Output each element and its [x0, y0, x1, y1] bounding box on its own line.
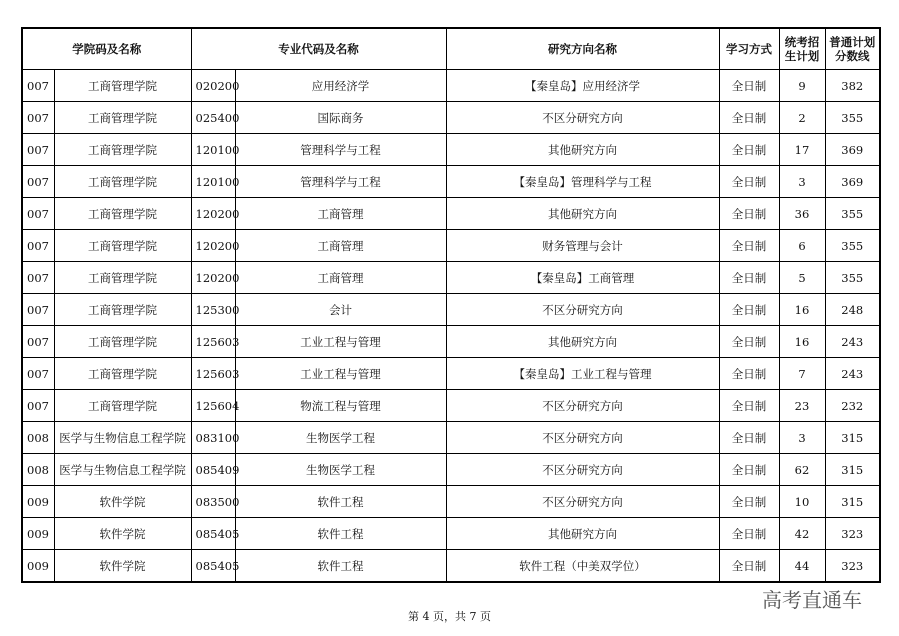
cell-score: 315	[825, 454, 880, 486]
cell-direction: 软件工程（中美双学位）	[446, 550, 719, 583]
cell-direction: 不区分研究方向	[446, 294, 719, 326]
cell-college-name: 工商管理学院	[54, 70, 191, 102]
cell-major-code: 125604	[191, 390, 235, 422]
header-score: 普通计划分数线	[825, 28, 880, 70]
cell-plan: 9	[779, 70, 825, 102]
cell-college-code: 008	[22, 422, 54, 454]
cell-college-name: 工商管理学院	[54, 134, 191, 166]
cell-score: 355	[825, 102, 880, 134]
table-row	[22, 550, 880, 583]
cell-college-name: 工商管理学院	[54, 294, 191, 326]
cell-mode: 全日制	[719, 262, 779, 294]
cell-plan: 6	[779, 230, 825, 262]
cell-score: 323	[825, 550, 880, 583]
table-row	[22, 294, 880, 326]
cell-major-code: 085405	[191, 518, 235, 550]
cell-major-name: 会计	[235, 294, 446, 326]
cell-plan: 36	[779, 198, 825, 230]
table-row	[22, 486, 880, 518]
header-row	[22, 28, 880, 70]
cell-score: 369	[825, 166, 880, 198]
cell-direction: 其他研究方向	[446, 134, 719, 166]
cell-mode: 全日制	[719, 198, 779, 230]
cell-score: 355	[825, 262, 880, 294]
cell-direction: 其他研究方向	[446, 198, 719, 230]
cell-direction: 其他研究方向	[446, 326, 719, 358]
cell-major-code: 025400	[191, 102, 235, 134]
cell-college-name: 工商管理学院	[54, 230, 191, 262]
header-plan: 统考招生计划	[779, 28, 825, 70]
cell-college-name: 软件学院	[54, 486, 191, 518]
cell-score: 323	[825, 518, 880, 550]
cell-college-name: 工商管理学院	[54, 198, 191, 230]
table-row	[22, 390, 880, 422]
cell-major-code: 120200	[191, 198, 235, 230]
cell-mode: 全日制	[719, 102, 779, 134]
cell-college-code: 009	[22, 486, 54, 518]
cell-college-code: 007	[22, 102, 54, 134]
cell-college-name: 工商管理学院	[54, 358, 191, 390]
table-row	[22, 70, 880, 102]
cell-college-name: 工商管理学院	[54, 166, 191, 198]
cell-college-code: 007	[22, 166, 54, 198]
cell-major-name: 工业工程与管理	[235, 358, 446, 390]
cell-plan: 2	[779, 102, 825, 134]
cell-mode: 全日制	[719, 134, 779, 166]
cell-plan: 62	[779, 454, 825, 486]
cell-major-name: 软件工程	[235, 486, 446, 518]
cell-mode: 全日制	[719, 358, 779, 390]
cell-score: 232	[825, 390, 880, 422]
cell-major-name: 应用经济学	[235, 70, 446, 102]
cell-mode: 全日制	[719, 166, 779, 198]
cell-major-code: 083500	[191, 486, 235, 518]
cell-college-name: 医学与生物信息工程学院	[54, 454, 191, 486]
cell-major-name: 工商管理	[235, 198, 446, 230]
cell-major-name: 管理科学与工程	[235, 134, 446, 166]
header-major: 专业代码及名称	[191, 28, 446, 70]
cell-major-name: 管理科学与工程	[235, 166, 446, 198]
cell-direction: 【秦皇岛】管理科学与工程	[446, 166, 719, 198]
cell-major-name: 工业工程与管理	[235, 326, 446, 358]
cell-direction: 财务管理与会计	[446, 230, 719, 262]
cell-major-code: 120100	[191, 134, 235, 166]
cell-college-code: 007	[22, 198, 54, 230]
cell-mode: 全日制	[719, 390, 779, 422]
cell-mode: 全日制	[719, 230, 779, 262]
cell-college-code: 007	[22, 326, 54, 358]
cell-direction: 不区分研究方向	[446, 454, 719, 486]
cell-major-code: 120200	[191, 230, 235, 262]
cell-college-code: 007	[22, 262, 54, 294]
cell-score: 369	[825, 134, 880, 166]
cell-major-code: 085409	[191, 454, 235, 486]
cell-college-name: 医学与生物信息工程学院	[54, 422, 191, 454]
cell-mode: 全日制	[719, 294, 779, 326]
watermark: 高考直通车	[762, 588, 862, 612]
header-mode: 学习方式	[719, 28, 779, 70]
cell-mode: 全日制	[719, 326, 779, 358]
cell-plan: 7	[779, 358, 825, 390]
cell-score: 315	[825, 486, 880, 518]
cell-mode: 全日制	[719, 486, 779, 518]
cell-score: 248	[825, 294, 880, 326]
cell-college-code: 009	[22, 550, 54, 583]
cell-direction: 不区分研究方向	[446, 422, 719, 454]
header-college: 学院码及名称	[22, 28, 191, 70]
cell-college-code: 009	[22, 518, 54, 550]
table-body	[22, 70, 880, 583]
table-row	[22, 326, 880, 358]
cell-college-code: 007	[22, 134, 54, 166]
table-row	[22, 518, 880, 550]
cell-major-code: 083100	[191, 422, 235, 454]
cell-major-code: 120200	[191, 262, 235, 294]
table-row	[22, 230, 880, 262]
table-row	[22, 262, 880, 294]
table-row	[22, 166, 880, 198]
cell-college-name: 软件学院	[54, 518, 191, 550]
table-row	[22, 102, 880, 134]
cell-direction: 【秦皇岛】应用经济学	[446, 70, 719, 102]
cell-direction: 其他研究方向	[446, 518, 719, 550]
cell-major-name: 物流工程与管理	[235, 390, 446, 422]
cell-mode: 全日制	[719, 422, 779, 454]
cell-college-name: 工商管理学院	[54, 326, 191, 358]
cell-college-code: 007	[22, 390, 54, 422]
cell-plan: 16	[779, 294, 825, 326]
cell-score: 243	[825, 326, 880, 358]
cell-score: 355	[825, 198, 880, 230]
cell-direction: 不区分研究方向	[446, 486, 719, 518]
cell-plan: 44	[779, 550, 825, 583]
header-direction: 研究方向名称	[446, 28, 719, 70]
cell-mode: 全日制	[719, 70, 779, 102]
table-row	[22, 454, 880, 486]
cell-college-name: 工商管理学院	[54, 262, 191, 294]
cell-score: 382	[825, 70, 880, 102]
cell-college-code: 007	[22, 358, 54, 390]
cell-college-name: 工商管理学院	[54, 102, 191, 134]
cell-score: 315	[825, 422, 880, 454]
cell-score: 355	[825, 230, 880, 262]
cell-mode: 全日制	[719, 518, 779, 550]
cell-plan: 5	[779, 262, 825, 294]
cell-major-name: 国际商务	[235, 102, 446, 134]
cell-plan: 3	[779, 422, 825, 454]
cell-major-code: 125300	[191, 294, 235, 326]
cell-major-name: 工商管理	[235, 262, 446, 294]
cell-college-name: 工商管理学院	[54, 390, 191, 422]
cell-major-code: 085405	[191, 550, 235, 583]
cell-mode: 全日制	[719, 550, 779, 583]
cell-score: 243	[825, 358, 880, 390]
admission-table	[21, 27, 881, 583]
cell-major-name: 软件工程	[235, 550, 446, 583]
cell-major-code: 125603	[191, 358, 235, 390]
table-row	[22, 134, 880, 166]
cell-major-code: 120100	[191, 166, 235, 198]
cell-direction: 【秦皇岛】工业工程与管理	[446, 358, 719, 390]
cell-plan: 3	[779, 166, 825, 198]
cell-college-code: 007	[22, 70, 54, 102]
cell-college-code: 007	[22, 294, 54, 326]
cell-college-code: 007	[22, 230, 54, 262]
cell-plan: 17	[779, 134, 825, 166]
cell-direction: 【秦皇岛】工商管理	[446, 262, 719, 294]
cell-college-code: 008	[22, 454, 54, 486]
cell-major-name: 软件工程	[235, 518, 446, 550]
table-row	[22, 358, 880, 390]
cell-major-code: 020200	[191, 70, 235, 102]
cell-major-name: 生物医学工程	[235, 422, 446, 454]
cell-major-code: 125603	[191, 326, 235, 358]
cell-major-name: 生物医学工程	[235, 454, 446, 486]
cell-major-name: 工商管理	[235, 230, 446, 262]
cell-college-name: 软件学院	[54, 550, 191, 583]
cell-plan: 23	[779, 390, 825, 422]
cell-direction: 不区分研究方向	[446, 102, 719, 134]
cell-mode: 全日制	[719, 454, 779, 486]
cell-plan: 10	[779, 486, 825, 518]
table-row	[22, 198, 880, 230]
cell-direction: 不区分研究方向	[446, 390, 719, 422]
table-row	[22, 422, 880, 454]
page-footer: 第 4 页，共 7 页	[408, 610, 491, 623]
cell-plan: 42	[779, 518, 825, 550]
cell-plan: 16	[779, 326, 825, 358]
